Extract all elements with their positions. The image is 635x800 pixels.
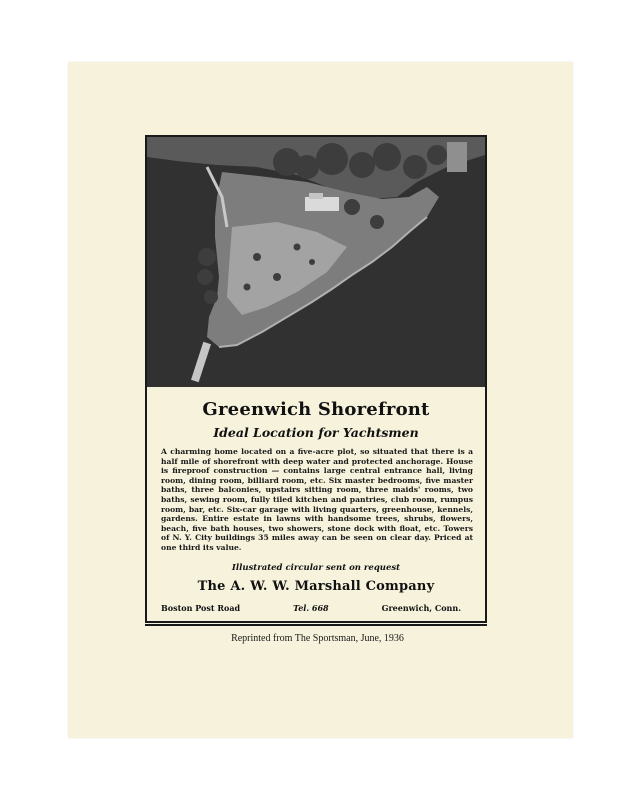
telephone-number: Tel. 668 (293, 603, 329, 613)
company-name: The A. W. W. Marshall Company (197, 579, 435, 594)
ad-subheadline: Ideal Location for Yachtsmen (213, 425, 419, 440)
reprint-credit: Reprinted from The Sportsman, June, 1936 (231, 633, 404, 644)
address-street: Boston Post Road (161, 603, 241, 613)
contact-row (161, 603, 461, 613)
circular-note: Illustrated circular sent on request (231, 563, 401, 573)
ad-headline: Greenwich Shorefront (202, 399, 430, 420)
address-town: Greenwich, Conn. (381, 603, 461, 613)
advertisement-box (145, 135, 487, 623)
ad-body-text: A charming home located on a five-acre plot, so situated that there is a half mile of shorefront with deep water and protected anchorage. House is fireproof construction — contains large central entrance hall, living room, dining room, billiard room, etc. Six master bedrooms, five master baths, three balconies, upstairs sitting room, three maids' rooms, two baths, sewing room, fully tiled kitchen and pantries, club room, rumpus room, bar, etc. Six-car garage with living quarters, greenhouse, kennels, gardens. Entire estate in lawns with handsome trees, shrubs, flowers, beach, five bath houses, two showers, stone dock with float, etc. Towers of N. Y. City buildings 35 miles away can be seen on clear day. Priced at one third its value. (161, 447, 473, 552)
aerial-photo-shorefront (147, 137, 485, 387)
